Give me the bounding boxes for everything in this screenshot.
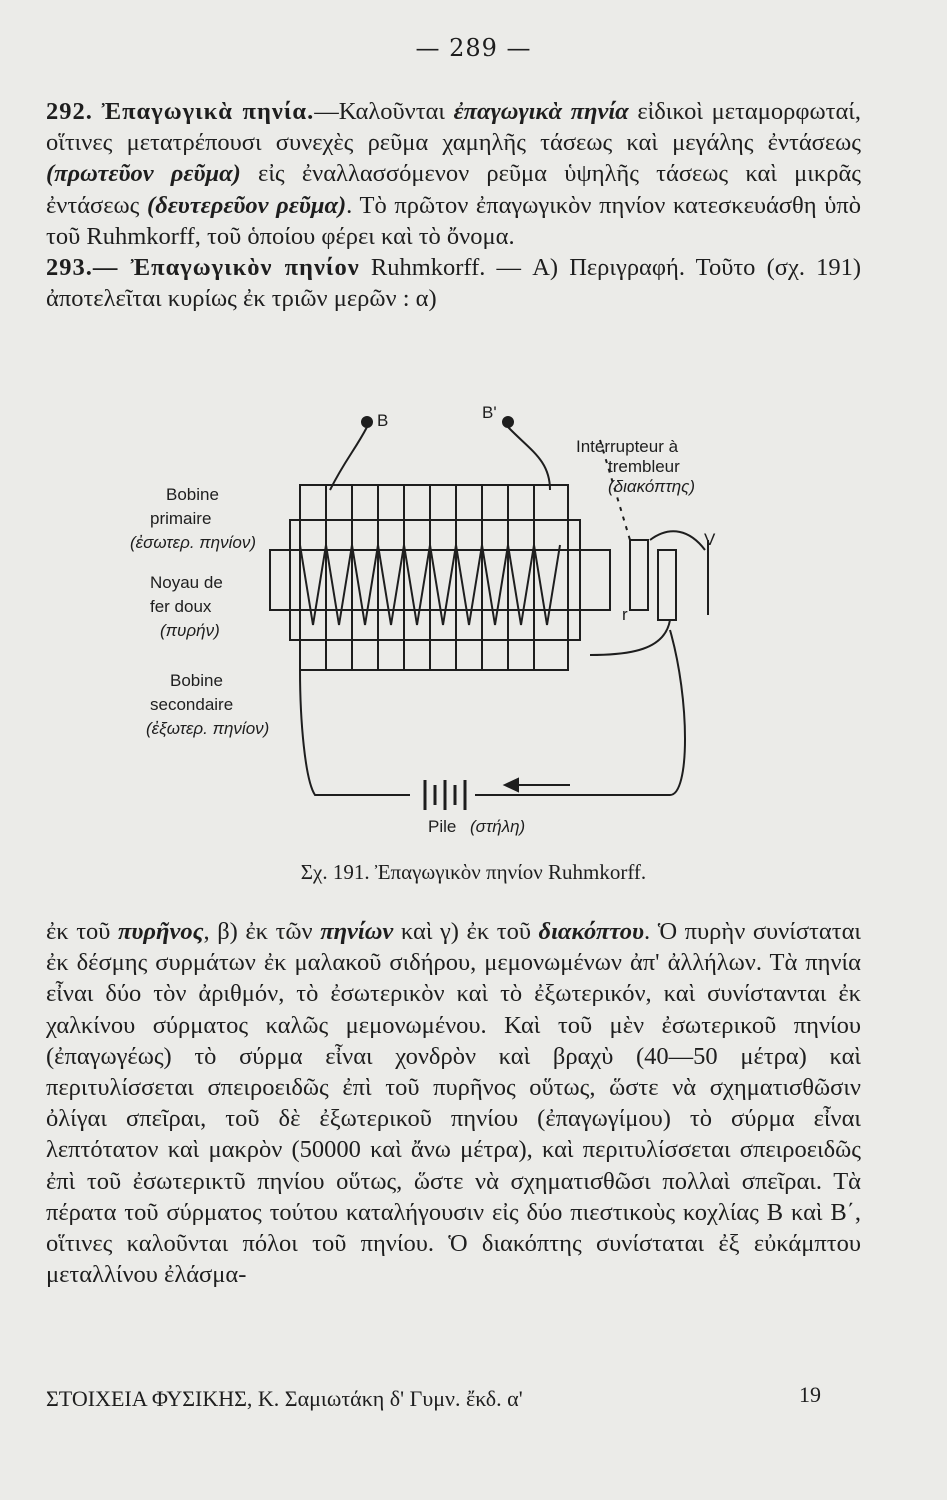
label-b-prime: B' — [482, 403, 497, 422]
term-coils: πηνίων — [320, 918, 394, 945]
label-bobine-primaire-gr: (ἐσωτερ. πηνίον) — [130, 533, 256, 552]
page-number: — 289 — — [415, 34, 532, 62]
body-text — [46, 916, 861, 1290]
section-292-number: 292. — [46, 98, 93, 125]
section-292-text: . Τὸ πρῶτον ἐπαγωγικὸν πηνίον κατεσκευάσθη ὑπὸ τοῦ Ruhmkorff, τοῦ ὁποίου φέρει καὶ τὸ ὄνομα. — [46, 191, 862, 250]
label-interrupteur-gr: (διακόπτης) — [608, 477, 696, 496]
body-text-run: , β) ἐκ τῶν — [203, 918, 321, 945]
label-r: r — [622, 605, 628, 624]
wire-left — [300, 670, 410, 795]
section-292 — [46, 96, 861, 314]
battery-cells — [425, 780, 465, 810]
body-text-run: ἐκ τοῦ — [46, 918, 118, 945]
wire-b — [330, 427, 367, 490]
body-paragraph — [46, 916, 861, 1290]
interrupter-anvil — [658, 550, 676, 620]
section-293-title: — Ἐπαγωγικὸν πηνίον — [92, 254, 360, 282]
term-induction-coils: ἐπαγωγικὰ πηνία — [453, 98, 629, 125]
interrupter-hammer — [630, 540, 648, 610]
label-interrupteur-1: Interrupteur à — [576, 437, 679, 456]
interrupter-wire — [590, 620, 670, 655]
section-292-text: εἰδικοὶ μεταμορφωταί, οἵτινες μετατρέπουσι συνεχὲς ρεῦμα χαμηλῆς τάσεως καὶ μεγάλης ἐντάσεως — [46, 98, 861, 157]
body-text-run: . Ὁ πυρὴν συνίσταται ἐκ δέσμης συρμάτων ἐκ μαλακοῦ σιδήρου, μεμονωμένων ἀπ' ἀλλήλων. Τὰ πηνία εἶναι δύο τὸν ἀριθμόν, τὸ ἐσωτερικὸν καὶ τὸ ἐξωτερικόν, καὶ συνίστανται ἐκ χαλκίνου σύρματος καλῶς μεμονωμένου. Καὶ τοῦ μὲν ἐσωτερικοῦ πηνίου (ἐπαγωγέως) τὸ σύρμα εἶναι χονδρὸν καὶ βραχὺ (40—50 μέτρα) καὶ περιτυλίσσεται σπειροειδῶς ἐπὶ τοῦ πυρῆνος οὕτως, ὥστε νὰ σχηματισθῶσιν ὀλίγαι σπεῖραι, τοῦ δὲ ἐξωτερικοῦ πηνίου (ἐπαγωγίμου) τὸ σύρμα εἶναι λεπτότατον καὶ μακρὸν (50000 καὶ ἄνω μέτρα), καὶ περιτυλίσσεται σπειροειδῶς ἐπὶ τοῦ ἐσωτερικτῦ πηνίου οὕτως, ὥστε νὰ σχηματισθῶσι πολλαὶ σπεῖραι. Τὰ πέρατα τοῦ σύρματος τούτου καταλήγουσιν εἰς δύο πιεστικοὺς κοχλίας Β καὶ Β΄, οἵτινες καλοῦνται πόλοι τοῦ πηνίου. Ὁ διακόπτης συνίσταται ἐξ εὐκάμπτου μεταλλίνου ἐλάσμα- — [46, 918, 861, 1289]
section-292-paragraph — [46, 96, 861, 252]
interrupter-spring — [650, 531, 705, 550]
section-292-text: —Καλοῦνται — [314, 98, 454, 125]
label-noyau-2: fer doux — [150, 597, 212, 616]
figure-caption: Σχ. 191. Ἐπαγωγικὸν πηνίον Ruhmkorff. — [300, 860, 647, 884]
label-b: B — [377, 411, 389, 430]
label-bobine-primaire-1: Bobine — [166, 485, 219, 504]
label-pile-gr: (στήλη) — [470, 817, 526, 836]
terminal-b — [362, 417, 372, 427]
label-bobine-sec-2: secondaire — [150, 695, 234, 714]
label-noyau-1: Noyau de — [150, 573, 223, 592]
term-primary-current: (πρωτεῦον ρεῦμα) — [46, 160, 241, 188]
footer-book-title: ΣΤΟΙΧΕΙΑ ΦΥΣΙΚΗΣ, Κ. Σαμιωτάκη δ' Γυμν. ἔκδ. α' — [46, 1386, 523, 1411]
body-text-run: καὶ γ) ἐκ τοῦ — [393, 918, 539, 945]
page-footer — [46, 1382, 861, 1412]
term-core: πυρῆνος — [118, 918, 204, 945]
label-noyau-gr: (πυρήν) — [160, 621, 220, 640]
label-pile: Pile — [428, 817, 457, 836]
label-interrupteur-2: trembleur — [608, 457, 680, 476]
label-v: V — [704, 530, 716, 549]
term-interrupter: διακόπτου — [538, 918, 645, 945]
current-arrowhead — [505, 779, 518, 791]
label-bobine-sec-gr: (ἐξωτερ. πηνίον) — [146, 719, 270, 738]
section-292-text: εἰς ἐναλλασσόμενον ρεῦμα ὑψηλῆς τάσεως καὶ μικρᾶς ἐντάσεως — [46, 160, 861, 219]
ruhmkorff-coil-diagram — [130, 400, 770, 840]
terminal-b-prime — [503, 417, 513, 427]
section-293-paragraph — [46, 252, 861, 314]
term-secondary-current: (δευτερεῦον ρεῦμα) — [147, 191, 347, 219]
section-292-title: Ἐπαγωγικὰ πηνία. — [101, 98, 315, 125]
label-bobine-sec-1: Bobine — [170, 671, 223, 690]
wire-right — [475, 630, 685, 795]
section-293-text: Ruhmkorff. — Α) Περιγραφή. Τοῦτο (σχ. 191) ἀποτελεῖται κυρίως ἐκ τριῶν μερῶν : α) — [46, 254, 861, 313]
label-bobine-primaire-2: primaire — [150, 509, 212, 528]
ruhmkorff-coil-figure — [130, 400, 770, 840]
footer-signature: 19 — [799, 1382, 821, 1407]
wire-b-prime — [508, 427, 550, 490]
section-293-number: 293. — [46, 254, 93, 282]
